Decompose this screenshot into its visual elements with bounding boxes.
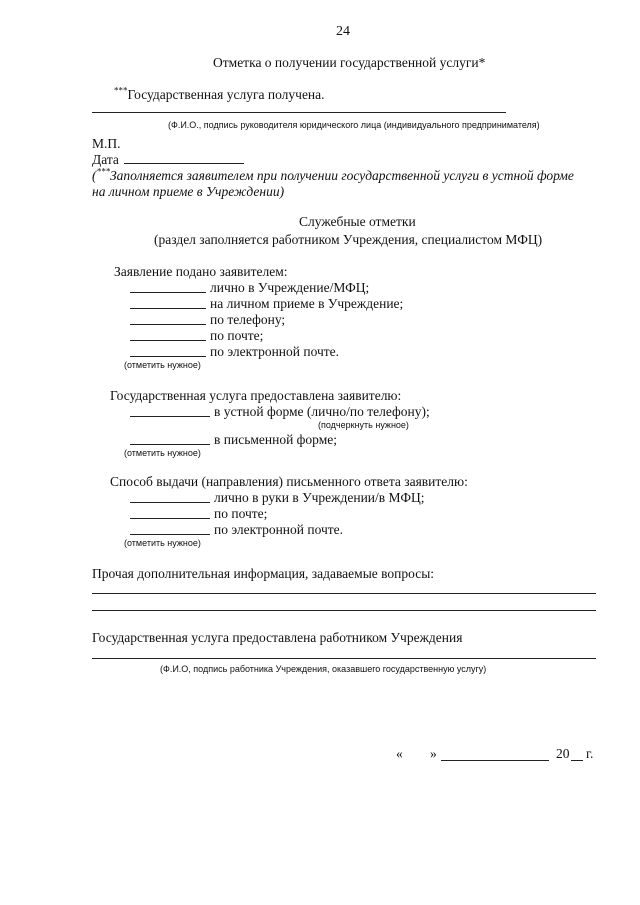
service-received-statement bbox=[114, 85, 325, 102]
submission-option-3: по телефону; bbox=[210, 312, 286, 327]
date-quote-open: « bbox=[396, 746, 403, 761]
other-info-line-1[interactable] bbox=[92, 593, 596, 594]
document-title: Отметка о получении государственной услуги* bbox=[213, 55, 486, 70]
submission-checkline-1[interactable] bbox=[130, 292, 206, 293]
submission-option-1: лично в Учреждение/МФЦ; bbox=[210, 280, 370, 295]
delivery-checkline-3[interactable] bbox=[130, 534, 210, 535]
year-prefix: 20 bbox=[556, 746, 570, 761]
provided-hint: (отметить нужное) bbox=[124, 448, 201, 458]
provided-underline-hint: (подчеркнуть нужное) bbox=[318, 420, 409, 430]
head-signature-line[interactable] bbox=[92, 112, 506, 113]
provided-by-employee-label: Государственная услуга предоставлена работником Учреждения bbox=[92, 630, 463, 645]
provided-checkline-2[interactable] bbox=[130, 444, 210, 445]
year-line[interactable] bbox=[571, 760, 583, 761]
delivery-heading: Способ выдачи (направления) письменного ответа заявителю: bbox=[110, 474, 468, 489]
note-marker: *** bbox=[96, 166, 110, 177]
provided-option-2: в письменной форме; bbox=[214, 432, 338, 447]
date-quote-close: » bbox=[430, 746, 437, 761]
footnote-marker: *** bbox=[114, 85, 128, 96]
submission-option-4: по почте; bbox=[210, 328, 264, 343]
delivery-option-1: лично в руки в Учреждении/в МФЦ; bbox=[214, 490, 425, 505]
submission-checkline-2[interactable] bbox=[130, 308, 206, 309]
submission-option-2: на личном приеме в Учреждение; bbox=[210, 296, 404, 311]
employee-signature-caption: (Ф.И.О, подпись работника Учреждения, оказавшего государственную услугу) bbox=[160, 664, 487, 674]
stamp-label: М.П. bbox=[92, 136, 121, 151]
delivery-checkline-2[interactable] bbox=[130, 518, 210, 519]
date-field-line[interactable] bbox=[124, 163, 244, 164]
service-received-text: Государственная услуга получена. bbox=[127, 87, 325, 102]
submission-checkline-5[interactable] bbox=[130, 356, 206, 357]
delivery-hint: (отметить нужное) bbox=[124, 538, 201, 548]
employee-signature-line[interactable] bbox=[92, 658, 596, 659]
delivery-checkline-1[interactable] bbox=[130, 502, 210, 503]
provided-checkline-1[interactable] bbox=[130, 416, 210, 417]
other-info-label: Прочая дополнительная информация, задаваемые вопросы: bbox=[92, 566, 435, 581]
year-suffix: г. bbox=[586, 746, 594, 761]
provided-option-1: в устной форме (лично/по телефону); bbox=[214, 404, 430, 419]
head-signature-caption: (Ф.И.О., подпись руководителя юридического лица (индивидуального предпринимателя) bbox=[168, 120, 540, 130]
service-marks-subheading: (раздел заполняется работником Учреждения, специалистом МФЦ) bbox=[154, 232, 543, 247]
note-text-1: Заполняется заявителем при получении государственной услуги в устной форме bbox=[110, 168, 574, 183]
date-label: Дата bbox=[92, 152, 119, 167]
submission-checkline-4[interactable] bbox=[130, 340, 206, 341]
date-month-line[interactable] bbox=[441, 760, 549, 761]
submission-checkline-3[interactable] bbox=[130, 324, 206, 325]
service-marks-heading: Служебные отметки bbox=[299, 214, 416, 229]
page-number: 24 bbox=[336, 24, 350, 39]
provided-heading: Государственная услуга предоставлена заявителю: bbox=[110, 388, 402, 403]
delivery-option-2: по почте; bbox=[214, 506, 268, 521]
delivery-option-3: по электронной почте. bbox=[214, 522, 344, 537]
note-line-1: (***Заполняется заявителем при получении государственной услуги в устной форме bbox=[92, 166, 574, 183]
other-info-line-2[interactable] bbox=[92, 610, 596, 611]
submission-option-5: по электронной почте. bbox=[210, 344, 340, 359]
note-line-2: на личном приеме в Учреждении) bbox=[92, 184, 285, 199]
submission-hint: (отметить нужное) bbox=[124, 360, 201, 370]
submission-heading: Заявление подано заявителем: bbox=[114, 264, 288, 279]
